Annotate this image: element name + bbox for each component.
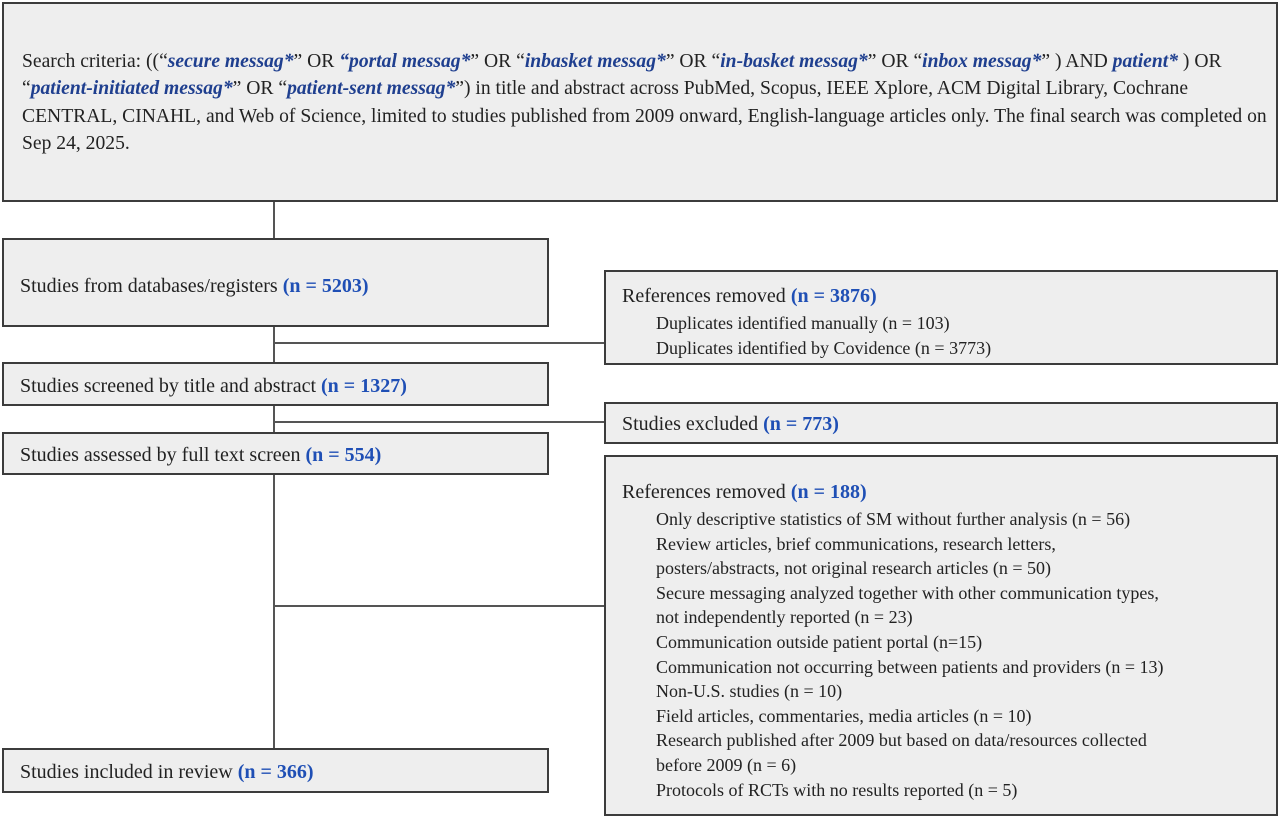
- references-removed-fulltext-label: References removed (n = 188): [622, 481, 867, 503]
- list-item: Communication outside patient portal (n=15): [656, 631, 983, 652]
- included-box: [2, 748, 549, 793]
- list-item: Research published after 2009 but based on data/resources collected: [656, 730, 1147, 751]
- search-criteria-box: [2, 2, 1278, 202]
- list-item: Field articles, commentaries, media articles (n = 10): [656, 705, 1032, 726]
- references-removed-label: References removed (n = 3876): [622, 285, 877, 307]
- connector-to-studies-excluded: [273, 421, 604, 423]
- included-count: (n = 366): [237, 761, 314, 783]
- included-label: Studies included in review (n = 366): [20, 761, 314, 783]
- databases-box: [2, 238, 549, 327]
- list-item: Secure messaging analyzed together with other communication types,: [656, 582, 1159, 603]
- list-item: before 2009 (n = 6): [656, 754, 797, 775]
- list-item: Protocols of RCTs with no results reported (n = 5): [656, 779, 1018, 800]
- list-item: Communication not occurring between patients and providers (n = 13): [656, 656, 1164, 677]
- connector-fulltext-to-included: [273, 475, 275, 748]
- screened-count: (n = 1327): [321, 375, 407, 397]
- list-item: Duplicates identified manually (n = 103): [656, 313, 950, 333]
- excluded-box: [604, 402, 1278, 444]
- list-item: Non-U.S. studies (n = 10): [656, 681, 843, 702]
- connector-screened-to-fulltext: [273, 406, 275, 432]
- list-item: posters/abstracts, not original research articles (n = 50): [656, 558, 1052, 579]
- fulltext-box: [2, 432, 549, 475]
- fulltext-label: Studies assessed by full text screen (n = 554): [20, 444, 382, 466]
- connector-search-to-databases: [273, 202, 275, 238]
- connector-databases-to-screened: [273, 327, 275, 362]
- databases-count: (n = 5203): [282, 275, 369, 297]
- list-item: Review articles, brief communications, research letters,: [656, 533, 1056, 554]
- connector-to-references-removed-2: [273, 605, 604, 607]
- references-removed-count: (n = 3876): [790, 285, 877, 307]
- fulltext-count: (n = 554): [305, 444, 382, 466]
- screened-box: [2, 362, 549, 406]
- references-removed-box: [604, 270, 1278, 365]
- list-item: Duplicates identified by Covidence (n = 3773): [656, 337, 992, 358]
- references-removed-list: [622, 311, 991, 360]
- list-item: Only descriptive statistics of SM without further analysis (n = 56): [656, 509, 1131, 529]
- screened-label: Studies screened by title and abstract (n = 1327): [20, 375, 407, 397]
- references-removed-fulltext-box: [604, 455, 1278, 816]
- references-removed-fulltext-list: [622, 507, 1164, 802]
- excluded-label: Studies excluded (n = 773): [622, 413, 839, 435]
- databases-label: Studies from databases/registers (n = 5203): [20, 275, 369, 297]
- list-item: not independently reported (n = 23): [656, 607, 913, 628]
- search-criteria-text: Search criteria: ((“secure messag*” OR “portal messag*” OR “inbasket messag*” OR “in-basket messag*” OR “inbox messag*” ) AND patient* ) OR “patient-initiated messag*” OR “patient-sent messag*”) in title and abstract across PubMed, Scopus, IEEE Xplore, ACM Digital Library, Cochrane CENTRAL, CINAHL, and Web of Science, limited to studies published from 2009 onward, English-language articles only. The final search was completed on Sep 24, 2025.: [22, 51, 1267, 155]
- references-removed-fulltext-count: (n = 188): [790, 481, 867, 503]
- connector-to-references-removed: [273, 342, 604, 344]
- excluded-count: (n = 773): [763, 413, 839, 435]
